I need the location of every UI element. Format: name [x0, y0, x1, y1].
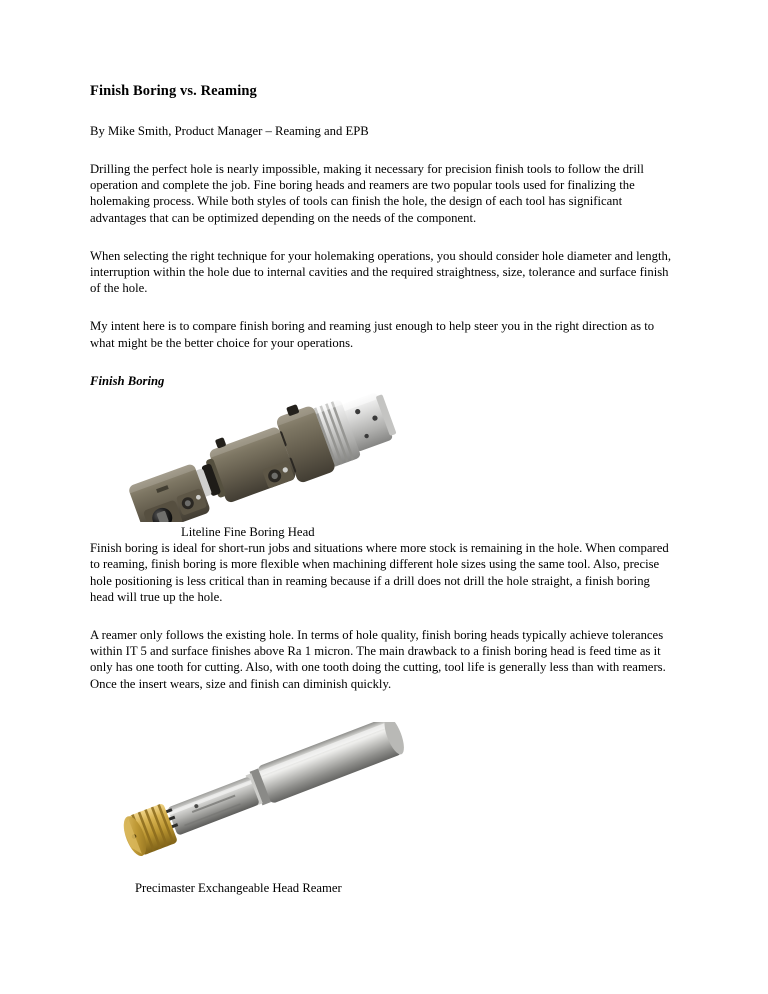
document-body: [90, 83, 676, 389]
paragraph-1: Drilling the perfect hole is nearly impossible, making it necessary for precision finish tools to follow the drill operation and complete the job. Fine boring heads and reamers are two popular tools used for finalizing the holemaking process. While both styles of tools can finish the hole, the design of each tool has significant advantages that can be optimized depending on the needs of the component.: [90, 162, 644, 225]
figure-boring-head: [96, 392, 446, 522]
reamer-illustration: [100, 722, 430, 874]
reamer-flute-body: [161, 776, 260, 838]
paragraph-4: Finish boring is ideal for short-run jobs and situations where more stock is remaining in the hole. When compared to reaming, finish boring is more flexible when machining different hole sizes using the same tool. Also, precise hole positioning is less critical than in reaming because if a drill does not drill the hole straight, a finish boring head will true up the hole.: [90, 541, 669, 604]
paragraph-2: When selecting the right technique for your holemaking operations, you should consider hole diameter and length, interruption within the hole due to internal cavities and the required straightness, size, tolerance and surface finish of the hole.: [90, 248, 671, 296]
figure-reamer: [100, 722, 430, 874]
paragraph-3: My intent here is to compare finish boring and reaming just enough to help steer you in the right direction as to what might be the better choice for your operations.: [90, 319, 655, 350]
section-heading-finish-boring: Finish Boring: [90, 373, 165, 388]
byline: By Mike Smith, Product Manager – Reaming and EPB: [90, 124, 369, 138]
reamer-shank: [256, 722, 408, 804]
figure-reamer-caption-block: [90, 880, 676, 896]
figure-caption-boring-head: Liteline Fine Boring Head: [181, 525, 315, 539]
figure-caption-reamer: Precimaster Exchangeable Head Reamer: [135, 881, 342, 895]
paragraph-5: A reamer only follows the existing hole. In terms of hole quality, finish boring heads typically achieve tolerances within IT 5 and surface finishes above Ra 1 micron. The main drawback to a finish boring head is feed time as it only has one tooth for cutting. Also, with one tooth doing the cutting, tool life is generally less than with reamers. Once the insert wears, size and finish can diminish quickly.: [90, 628, 666, 691]
figure-boring-head-caption-block: [90, 524, 676, 692]
page-title: Finish Boring vs. Reaming: [90, 83, 257, 99]
boring-head-illustration: [96, 392, 446, 522]
